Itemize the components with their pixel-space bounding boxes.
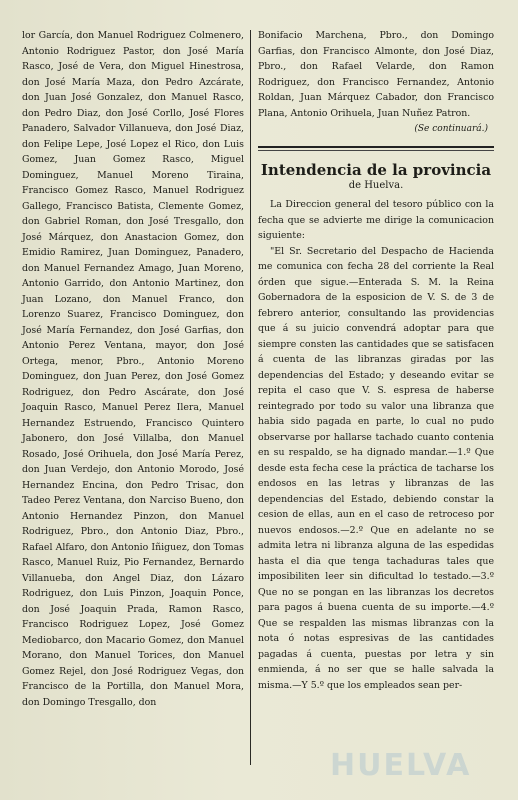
order-paragraph: "El Sr. Secretario del Despacho de Hacienda me comunica con fecha 28 del corriente la Real órden que sigue.—Enterada S. M. la Reina Gobernadora de la esposicion de V. S. de 3 de febrero anterior, consultando las providencias que á su juicio convendrá adoptar para que siempre consten las cantidades que se satisfacen á cuenta de las libranzas giradas por las dependencias del Estado; y deseando evitar se repita el caso que V. S. espresa de haberse reintegrado por todo su valor una libranza que habia sido pagada en parte, lo cual no pudo observarse por hallarse tachado cuanto contenia en su respaldo, se ha dignado mandar.—1.º Que desde esta fecha cese la práctica de tacharse los endosos en las letras y libranzas de las dependencias del Estado, debiendo constar la cesion de ellas, aun en el caso de retroceso por nuevos endosos.—2.º Que en adelante no se admita letra ni libranza alguna de las espedidas hasta el dia que tenga tachaduras tales que imposibiliten leer sin dificultad lo testado.—3.º Que no se pongan en las libranzas los decretos para pagos á buena cuenta de su importe.—4.º Que se respalden las mismas libranzas con la nota ó notas espresivas de las cantidades pagadas á cuenta, puestas por letra y sin enmienda, á no ser que se halle salvada la misma.—Y 5.º que los empleados sean per- [258,245,494,691]
names-list-continued: lor García, don Manuel Rodriguez Colmenero, Antonio Rodriguez Pastor, don José María Rasco, José de Vera, don Miguel Hinestrosa, don José María Maza, don Pedro Azcárate, don Juan José Gonzalez, don Manuel Rasco, don Pedro Diaz, don José Corllo, José Flores Panadero, Salvador Villanueva, don José Diaz, don Felipe Lepe, José Lopez el Rico, don Luis Gomez, Juan Gomez Rasco, Miguel Dominguez, Manuel Moreno Tiraina, Francisco Gomez Rasco, Manuel Rodriguez Gallego, Francisco Batista, Clemente Gomez, don Gabriel Roman, don José Tresgallo, don José Márquez, don Anastacion Gomez, don Emidio Ramirez, Juan Dominguez, Panadero, don Manuel Fernandez Amago, Juan Moreno, Antonio Garrido, don Antonio Martinez, don Juan Lozano, don Manuel Franco, don Lorenzo Suarez, Francisco Dominguez, don José María Fernandez, don José Garfias, don Antonio Perez Ventana, mayor, don José Ortega, menor, Pbro., Antonio Moreno Dominguez, don Juan Perez, don José Gomez Rodriguez, don Pedro Ascárate, don José Joaquin Rasco, Manuel Perez Ilera, Manuel Hernandez Estruendo, Francisco Quintero Jabonero, don José Villalba, don Manuel Rosado, José Orihuela, don José María Perez, don Juan Verdejo, don Antonio Morodo, José Hernandez Encina, don Pedro Trisac, don Tadeo Perez Ventana, don Narciso Bueno, don Antonio Hernandez Pinzon, don Manuel Rodriguez, Pbro., don Antonio Diaz, Pbro., Rafael Alfaro, don Antonio Iñiguez, don Tomas Rasco, Manuel Ruiz, Pio Fernandez, Bernardo Villanueba, don Angel Diaz, don Lázaro Rodriguez, don Luis Pinzon, Joaquin Ponce, don José Joaquin Prada, Ramon Rasco, Francisco Rodriguez Lopez, José Gomez Mediobarco, don Macario Gomez, don Manuel Morano, don Manuel Torices, don Manuel Gomez Rejel, don José Rodriguez Vegas, don Francisco de la Portilla, don Manuel Mora, don Domingo Tresgallo, don [22,30,244,708]
column-divider [250,30,251,765]
left-column [22,28,244,710]
section-subheading: de Huelva. [348,180,404,191]
names-list-end: Bonifacio Marchena, Pbro., don Domingo Garfias, don Francisco Almonte, don José Diaz, Pbro., don Rafael Velarde, don Ramon Rodriguez, don Francisco Fernandez, Antonio Roldan, Juan Márquez Cabador, don Francisco Plana, Antonio Orihuela, Juan Nuñez Patron. [258,30,494,119]
library-watermark: HUELVA [330,748,472,783]
right-column [258,28,494,693]
intro-paragraph: La Direccion general del tesoro público con la fecha que se advierte me dirige la comunicacion siguiente: [258,199,494,241]
section-rule-thick [258,146,494,148]
section-heading: Intendencia de la provincia [260,161,492,179]
continuation-note: (Se continuará.) [414,124,488,134]
section-rule-thin [258,150,494,151]
